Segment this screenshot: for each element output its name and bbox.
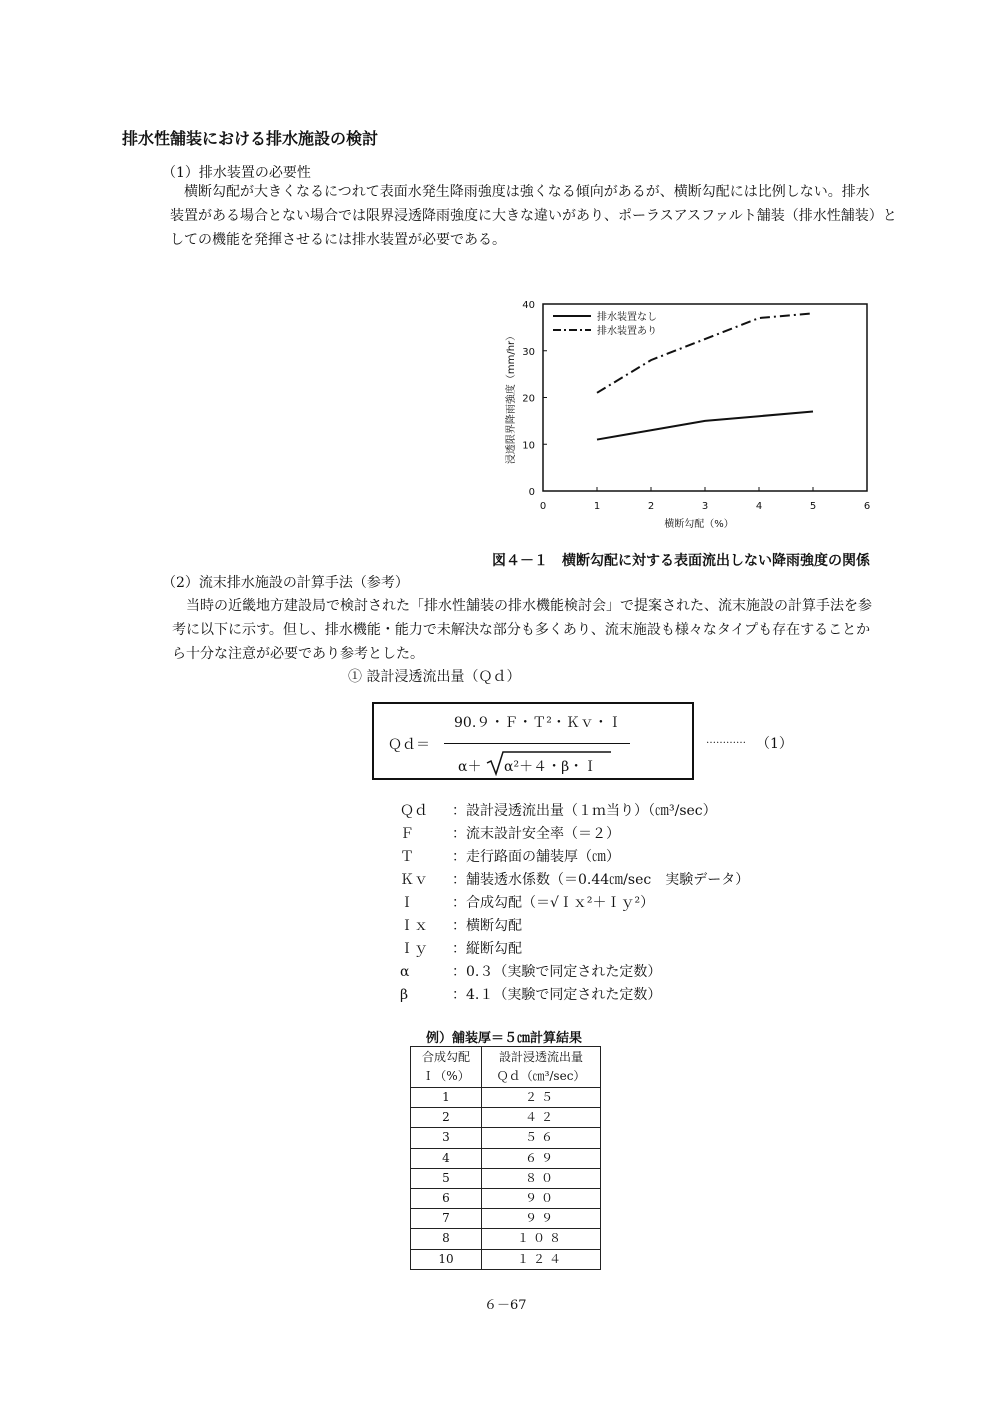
definition-item <box>400 961 749 984</box>
definition-item <box>400 846 749 869</box>
section2-line: ら十分な注意が必要であり参考とした。 <box>172 646 424 662</box>
definition-text: ：縦断勾配 <box>452 941 522 957</box>
line-chart <box>480 282 890 542</box>
definition-item <box>400 938 749 961</box>
definition-item <box>400 915 749 938</box>
section1-heading: （1）排水装置の必要性 <box>162 165 311 181</box>
y-tick-label: 40 <box>522 300 535 311</box>
definition-text: ：4.１（実験で同定された定数） <box>452 987 662 1003</box>
definition-item <box>400 800 749 823</box>
legend-label: 排水装置なし <box>597 312 657 323</box>
header-text: 合成勾配 <box>421 1050 470 1064</box>
y-axis-label: 浸透限界降雨強度（mm/hr） <box>506 330 517 465</box>
table-row <box>411 1088 601 1108</box>
section1-line: 装置がある場合とない場合では限界浸透降雨強度に大きな違いがあり、ポーラスアスファルト舗装（排水性舗装）と <box>170 208 897 224</box>
definition-text: ：0.３（実験で同定された定数） <box>452 964 662 980</box>
header-text: Ｉ（%） <box>422 1069 470 1083</box>
table-row <box>411 1148 601 1168</box>
table-cell-gradient: 8 <box>411 1229 482 1249</box>
table-cell-flow: ８０ <box>482 1168 601 1188</box>
table-row <box>411 1209 601 1229</box>
y-tick-label: 0 <box>528 487 535 498</box>
table-header-flow <box>482 1047 601 1088</box>
definition-symbol: α <box>400 964 410 980</box>
x-tick-label: 1 <box>593 501 601 512</box>
x-tick-label: 3 <box>701 501 709 512</box>
y-tick-label: 20 <box>522 393 535 405</box>
page-number: ６－67 <box>484 1298 527 1313</box>
table-caption: 例）舗装厚＝５㎝計算結果 <box>426 1031 583 1046</box>
definition-symbol: Ｑｄ <box>400 803 428 819</box>
definition-text: ：流末設計安全率（＝２） <box>452 826 620 842</box>
x-tick-label: 4 <box>755 501 763 512</box>
header-text: 設計浸透流出量 <box>498 1050 583 1064</box>
page-title: 排水性舗装における排水施設の検討 <box>122 129 379 148</box>
section2-heading: （2）流末排水施設の計算手法（参考） <box>162 575 409 591</box>
table-cell-flow: ５６ <box>482 1128 601 1148</box>
table-cell-gradient: 4 <box>411 1148 482 1168</box>
table-row <box>411 1249 601 1269</box>
section2-line: 当時の近畿地方建設局で検討された「排水性舗装の排水機能検討会」で提案された、流末施設の計算手法を参 <box>186 598 872 614</box>
x-tick-label: 0 <box>539 501 547 512</box>
formula-den-prefix: α＋ <box>458 759 482 775</box>
definition-text: ：舗装透水係数（＝0.44㎝/sec 実験データ） <box>452 872 750 888</box>
table-cell-gradient: 7 <box>411 1209 482 1229</box>
definition-text: ：走行路面の舗装厚（㎝） <box>452 849 620 865</box>
x-axis-label: 横断勾配（%） <box>664 519 734 530</box>
definition-symbol: Ｋｖ <box>400 872 428 888</box>
table-row <box>411 1168 601 1188</box>
table-cell-flow: ９０ <box>482 1188 601 1208</box>
definition-text: ：合成勾配（＝√Ｉｘ²＋Ｉｙ²） <box>452 895 655 911</box>
definition-item <box>400 869 749 892</box>
y-tick-label: 10 <box>522 440 535 452</box>
table-header-gradient <box>411 1047 482 1088</box>
definition-text: ：横断勾配 <box>452 918 522 934</box>
formula-box <box>372 702 694 780</box>
table-row <box>411 1188 601 1208</box>
y-tick-label: 30 <box>522 346 535 358</box>
fraction-bar <box>444 743 630 744</box>
formula-number: （1） <box>756 736 793 752</box>
x-tick-label: 5 <box>809 501 817 512</box>
definition-symbol: Ｆ <box>400 826 414 842</box>
definition-symbol: β <box>400 987 409 1003</box>
definition-item <box>400 823 749 846</box>
definition-symbol: Ｉ <box>400 895 414 911</box>
x-tick-label: 6 <box>863 501 871 512</box>
table-row <box>411 1128 601 1148</box>
table-cell-gradient: 2 <box>411 1108 482 1128</box>
definition-item <box>400 892 749 915</box>
section2-paragraph <box>172 594 932 666</box>
definition-symbol: Ｔ <box>400 849 414 865</box>
legend-label: 排水装置あり <box>597 326 657 337</box>
table-cell-gradient: 10 <box>411 1249 482 1269</box>
formula-numerator: 90.９・Ｆ・Ｔ²・Ｋｖ・Ｉ <box>454 715 622 731</box>
formula-lhs: Ｑｄ＝ <box>388 737 430 753</box>
table-cell-gradient: 6 <box>411 1188 482 1208</box>
definition-list <box>400 800 749 1007</box>
section1-line: 横断勾配が大きくなるにつれて表面水発生降雨強度は強くなる傾向があるが、横断勾配には比例しない。排水 <box>184 184 870 200</box>
section1-paragraph <box>170 180 930 252</box>
table-row <box>411 1229 601 1249</box>
table-cell-flow: １０８ <box>482 1229 601 1249</box>
plot-frame <box>543 304 867 491</box>
formula-den-radicand: α²＋４・β・Ｉ <box>504 759 598 775</box>
section2-line: 考に以下に示す。但し、排水機能・能力で未解決な部分も多くあり、流末施設も様々なタイプも存在することか <box>172 622 871 638</box>
series-line-1 <box>597 412 813 440</box>
result-table <box>410 1046 601 1270</box>
definition-item <box>400 984 749 1007</box>
table-cell-gradient: 5 <box>411 1168 482 1188</box>
definition-text: ：設計浸透流出量（１ｍ当り）（㎝³/sec） <box>452 803 717 819</box>
definition-symbol: Ｉｙ <box>400 941 428 957</box>
formula-leader: ………… <box>706 735 746 746</box>
figure-caption: 図４－１ 横断勾配に対する表面流出しない降雨強度の関係 <box>492 553 870 569</box>
table-cell-gradient: 3 <box>411 1128 482 1148</box>
definition-symbol: Ｉｘ <box>400 918 428 934</box>
table-cell-gradient: 1 <box>411 1088 482 1108</box>
table-header-row <box>411 1047 601 1088</box>
formula-subheading: ① 設計浸透流出量（Ｑｄ） <box>348 669 521 685</box>
table-cell-flow: ９９ <box>482 1209 601 1229</box>
table-cell-flow: ４２ <box>482 1108 601 1128</box>
section1-line: しての機能を発揮させるには排水装置が必要である。 <box>170 232 506 248</box>
table-row <box>411 1108 601 1128</box>
table-cell-flow: ６９ <box>482 1148 601 1168</box>
table-cell-flow: ２５ <box>482 1088 601 1108</box>
header-text: Ｑｄ（㎝³/sec） <box>496 1069 586 1083</box>
table-cell-flow: １２４ <box>482 1249 601 1269</box>
x-tick-label: 2 <box>647 501 655 512</box>
